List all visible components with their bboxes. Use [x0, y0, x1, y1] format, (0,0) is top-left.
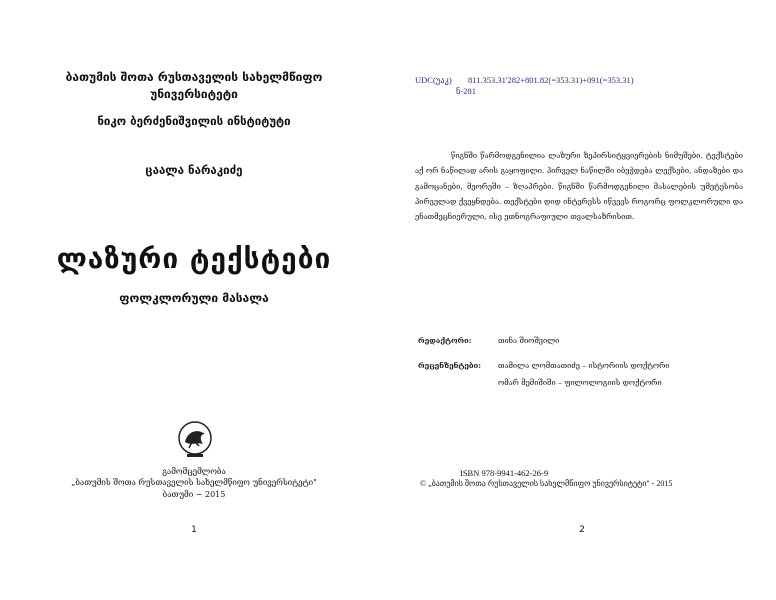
editor-name: თინა შიოშვილი — [498, 336, 560, 345]
reviewer-2: ომარ მემიშიში – ფილოლოგიის დოქტორი — [498, 378, 662, 387]
page-number: 2 — [579, 525, 585, 535]
annotation-text: წიგნში წარმოდგენილია ლაზური ზეპირსიტყვიერების ნიმუშები. ტექსტები აქ ორ ნაწილად არის გაყოფილი. პირველ ნაწილში იბეჭდება ლექსები, ანდაზები და გამოცანები, მეორეში – ზღაპრები. წიგნში წარმოდგენილი მასალების უმეტესობა პირველად ქვეყნდება. თექსტები დიდ ინტერესს იწვევს როგორც ფოლკლორული და ენათმეცნიერული, ისე ეთნოგრაფიული თვალსაზრისით. — [415, 151, 743, 222]
editor-label: რედაქტორი: — [418, 336, 472, 345]
institute-name: ნიკო ბერძენიშვილის ინსტიტუტი — [97, 114, 291, 128]
university-name-line1: ბათუმის შოთა რუსთაველის სახელმწიფო — [65, 70, 323, 84]
publication-place-year: ბათუმი − 2015 — [162, 490, 226, 499]
book-subtitle: ფოლკლორული მასალა — [119, 291, 269, 305]
annotation-paragraph — [415, 148, 743, 224]
library-code: ნ-281 — [456, 86, 477, 96]
imprint-page — [388, 0, 776, 600]
copyright-line: © „ბათუმის შოთა რუსთაველის სახელმწიფო უნივერსიტეტი" - 2015 — [420, 479, 673, 488]
reviewer-1: თამილა ლომთათიძე – ისტორიის დოქტორი — [498, 361, 670, 370]
isbn: ISBN 978-9941-462-26-9 — [460, 468, 549, 478]
publisher-name: „ბათუმის შოთა რუსთაველის სახელმწიფო უნივერსიტეტი" — [71, 478, 317, 487]
publisher-logo-icon — [177, 420, 213, 460]
udc-code: 811.353.31'282+801.82(=353.31)+091(=353.31) — [468, 75, 634, 85]
author-name: ცაალა ნარაკიძე — [145, 163, 243, 177]
udc-label: UDC(უაკ) — [415, 75, 452, 85]
book-title: ლაზური ტექსტები — [56, 242, 332, 275]
reviewers-label: რეცენზენტები: — [418, 361, 481, 370]
page-number: 1 — [191, 525, 197, 535]
university-name-line2: უნივერსიტეტი — [150, 87, 238, 101]
publisher-label: გამომცემლობა — [162, 467, 226, 476]
